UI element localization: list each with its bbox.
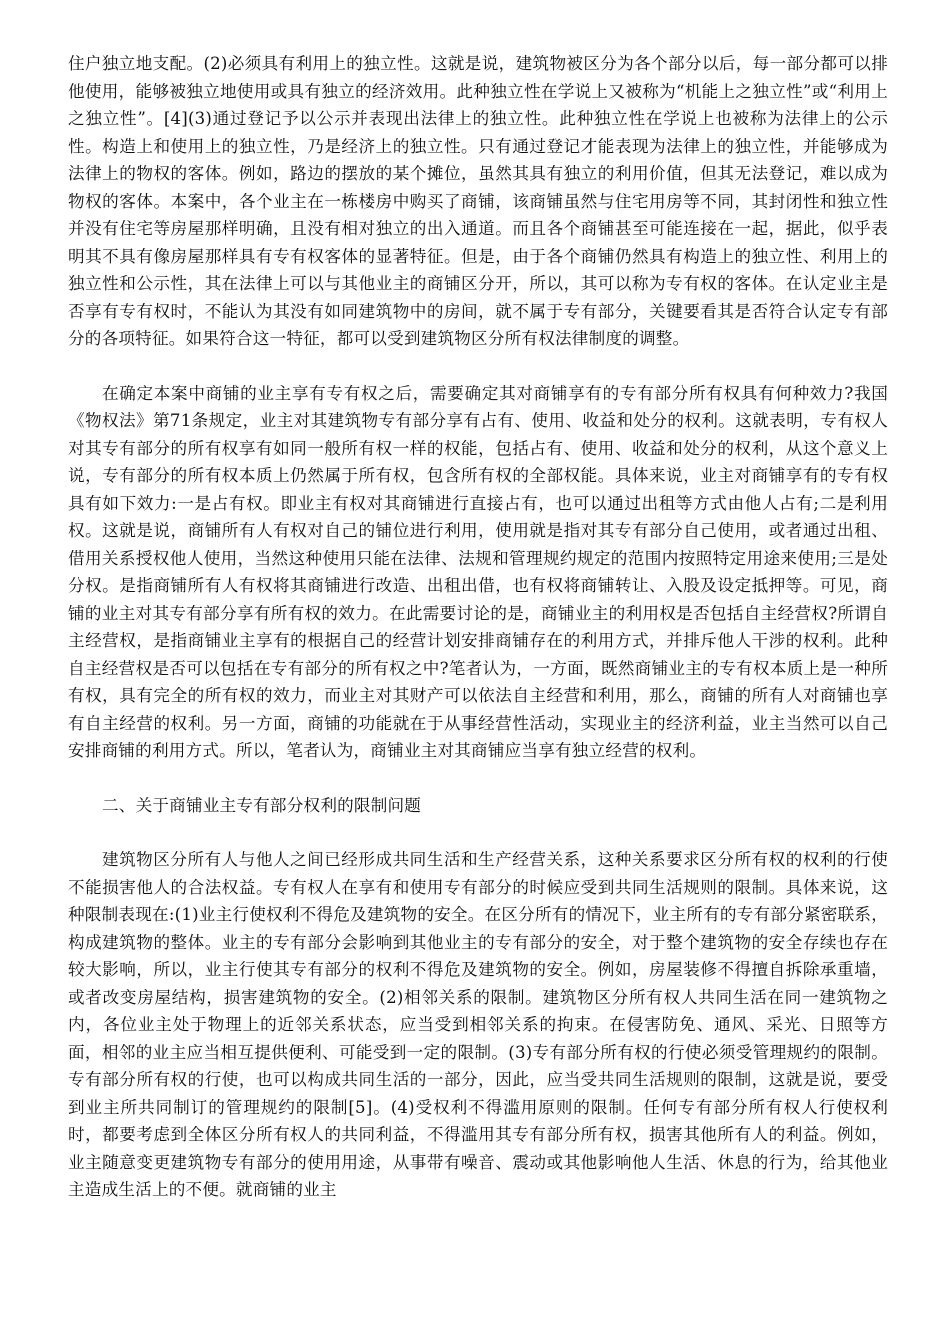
paragraph-2: 在确定本案中商铺的业主享有专有权之后，需要确定其对商铺享有的专有部分所有权具有何种效力?我国《物权法》第71条规定，业主对其建筑物专有部分享有占有、使用、收益和处分的权利。这就表明，专有权人对其专有部分的所有权享有如同一般所有权一样的权能，包括占有、使用、收益和处分的权利，从这个意义上说，专有部分的所有权本质上仍然属于所有权，包含所有权的全部权能。具体来说，业主对商铺享有的专有权具有如下效力:一是占有权。即业主有权对其商铺进行直接占有，也可以通过出租等方式由他人占有;二是利用权。这就是说，商铺所有人有权对自己的铺位进行利用，使用就是指对其专有部分自己使用，或者通过出租、借用关系授权他人使用，当然这种使用只能在法律、法规和管理规约规定的范围内按照特定用途来使用;三是处分权。是指商铺所有人有权将其商铺进行改造、出租出借，也有权将商铺转让、入股及设定抵押等。可见，商铺的业主对其专有部分享有所有权的效力。在此需要讨论的是，商铺业主的利用权是否包括自主经营权?所谓自主经营权，是指商铺业主享有的根据自己的经营计划安排商铺存在的利用方式，并排斥他人干涉的权利。此种自主经营权是否可以包括在专有部分的所有权之中?笔者认为，一方面，既然商铺业主的专有权本质上是一种所有权，具有完全的所有权的效力，而业主对其财产可以依法自主经营和利用，那么，商铺的所有人对商铺也享有自主经营的权利。另一方面，商铺的功能就在于从事经营性活动，实现业主的经济利益，业主当然可以自己安排商铺的利用方式。所以，笔者认为，商铺业主对其商铺应当享有独立经营的权利。 — [68, 383, 888, 760]
paragraph-gap — [68, 765, 888, 792]
paragraph-1: 住户独立地支配。(2)必须具有利用上的独立性。这就是说，建筑物被区分为各个部分以后，每一部分都可以排他使用，能够被独立地使用或具有独立的经济效用。此种独立性在学说上又被称为“机能上之独立性”或“利用上之独立性”。[4](3)通过登记予以公示并表现出法律上的独立性。此种独立性在学说上也被称为法律上的公示性。构造上和使用上的独立性，乃是经济上的独立性。只有通过登记才能表现为法律上的独立性，并能够成为法律上的物权的客体。例如，路边的摆放的某个摊位，虽然其具有独立的利用价值，但其无法登记，难以成为物权的客体。本案中，各个业主在一栋楼房中购买了商铺，该商铺虽然与住宅用房等不同，其封闭性和独立性并没有住宅等房屋那样明确，且没有相对独立的出入通道。而且各个商铺甚至可能连接在一起，据此，似乎表明其不具有像房屋那样具有专有权客体的显著特征。但是，由于各个商铺仍然具有构造上的独立性、利用上的独立性和公示性，其在法律上可以与其他业主的商铺区分开，所以，其可以称为专有权的客体。在认定业主是否享有专有权时，不能认为其没有如同建筑物中的房间，就不属于专有部分，关键要看其是否符合认定专有部分的各项特征。如果符合这一特征，都可以受到建筑物区分所有权法律制度的调整。 — [68, 54, 888, 348]
paragraph-3: 建筑物区分所有人与他人之间已经形成共同生活和生产经营关系，这种关系要求区分所有权的权利的行使不能损害他人的合法权益。专有权人在享有和使用专有部分的时候应受到共同生活规则的限制。具体来说，这种限制表现在:(1)业主行使权利不得危及建筑物的安全。在区分所有的情况下，业主所有的专有部分紧密联系，构成建筑物的整体。业主的专有部分会影响到其他业主的专有部分的安全，对于整个建筑物的安全存续也存在较大影响，所以，业主行使其专有部分的权利不得危及建筑物的安全。例如，房屋装修不得擅自拆除承重墙，或者改变房屋结构，损害建筑物的安全。(2)相邻关系的限制。建筑物区分所有权人共同生活在同一建筑物之内，各位业主处于物理上的近邻关系状态，应当受到相邻关系的拘束。在侵害防免、通风、采光、日照等方面，相邻的业主应当相互提供便利、可能受到一定的限制。(3)专有部分所有权的行使必须受管理规约的限制。专有部分所有权的行使，也可以构成共同生活的一部分，因此，应当受共同生活规则的限制，这就是说，要受到业主所共同制订的管理规约的限制[5]。(4)受权利不得滥用原则的限制。任何专有部分所有权人行使权利时，都要考虑到全体区分所有权人的共同利益，不得滥用其专有部分所有权，损害其他所有人的利益。例如，业主随意变更建筑物专有部分的使用用途，从事带有噪音、震动或其他影响他人生活、休息的行为，给其他业主造成生活上的不便。就商铺的业主 — [68, 850, 888, 1199]
paragraph-gap — [68, 353, 888, 380]
section-heading: 二、关于商铺业主专有部分权利的限制问题 — [102, 795, 422, 815]
document-page — [68, 50, 888, 1204]
paragraph-gap — [68, 819, 888, 846]
